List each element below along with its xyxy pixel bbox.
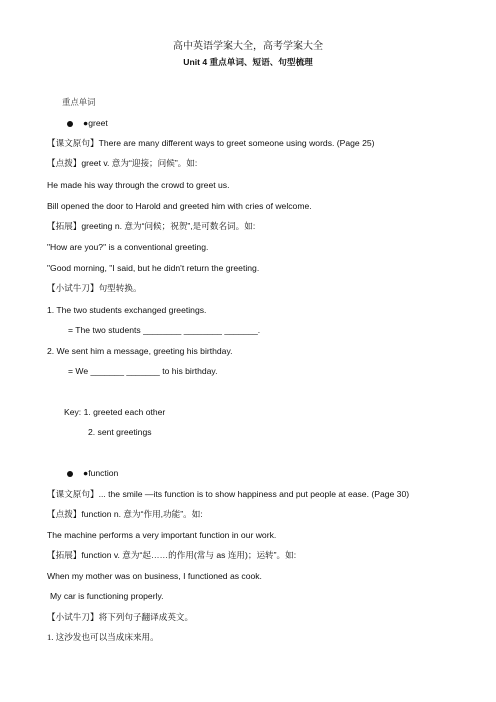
- practice-text: 将下列句子翻译成英文。: [98, 612, 194, 622]
- source-label: 【课文原句】: [47, 489, 99, 499]
- exercise-question: 2. We sent him a message, greeting his birthday.: [47, 346, 233, 356]
- page-title: 高中英语学案大全，高考学案大全: [173, 41, 323, 52]
- exercise-question: 1. 这沙发也可以当成床来用。: [47, 632, 159, 642]
- extension-label: 【拓展】: [47, 221, 82, 231]
- page-subtitle: Unit 4 重点单词、短语、句型梳理: [183, 57, 313, 67]
- headword-label: ●function: [83, 468, 119, 478]
- practice-label: 【小试牛刀】: [47, 283, 99, 293]
- pointer-line: [47, 509, 203, 520]
- pointer-line: [47, 158, 197, 169]
- pointer-text: greet v. 意为“迎接；问候”。如:: [81, 158, 198, 168]
- example-sentence: My car is functioning properly.: [50, 591, 164, 601]
- practice-text: 句型转换。: [98, 283, 142, 293]
- source-sentence: [47, 489, 409, 500]
- section-heading: 重点单词: [62, 98, 96, 107]
- headword-greet: [67, 118, 108, 129]
- practice-line: [47, 612, 193, 623]
- exercise-answer-blank: = We _______ _______ to his birthday.: [68, 366, 218, 376]
- answer-key: 2. sent greetings: [88, 427, 152, 437]
- exercise-question: 1. The two students exchanged greetings.: [47, 305, 207, 315]
- extension-text: function v. 意为“起……的作用(常与 as 连用)；运转”。如:: [81, 550, 297, 560]
- source-text: ... the smile —its function is to show happiness and put people at ease. (Page 30): [98, 489, 410, 499]
- headword-label: ●greet: [83, 118, 108, 128]
- example-sentence: He made his way through the crowd to greet us.: [47, 180, 230, 190]
- example-sentence: "Good morning, "I said, but he didn't return the greeting.: [47, 263, 260, 273]
- example-sentence: When my mother was on business, I functioned as cook.: [47, 571, 262, 581]
- extension-line: [47, 550, 296, 561]
- pointer-label: 【点拨】: [47, 158, 82, 168]
- practice-label: 【小试牛刀】: [47, 612, 99, 622]
- practice-line: [47, 283, 142, 294]
- exercise-answer-blank: = The two students ________ ________ _______.: [68, 325, 261, 335]
- source-sentence: [47, 138, 375, 149]
- extension-line: [47, 221, 255, 232]
- bullet-icon: [67, 121, 73, 127]
- example-sentence: "How are you?" is a conventional greeting.: [47, 242, 209, 252]
- pointer-label: 【点拨】: [47, 509, 82, 519]
- bullet-icon: [67, 471, 73, 477]
- answer-key: Key: 1. greeted each other: [64, 407, 166, 417]
- source-label: 【课文原句】: [47, 138, 99, 148]
- extension-label: 【拓展】: [47, 550, 82, 560]
- example-sentence: The machine performs a very important function in our work.: [47, 530, 277, 540]
- example-sentence: Bill opened the door to Harold and greeted him with cries of welcome.: [47, 201, 312, 211]
- pointer-text: function n. 意为“作用,功能”。如:: [81, 509, 203, 519]
- headword-function: [67, 468, 118, 479]
- source-text: There are many different ways to greet someone using words. (Page 25): [98, 138, 375, 148]
- extension-text: greeting n. 意为“问候；祝贺”,是可数名词。如:: [81, 221, 256, 231]
